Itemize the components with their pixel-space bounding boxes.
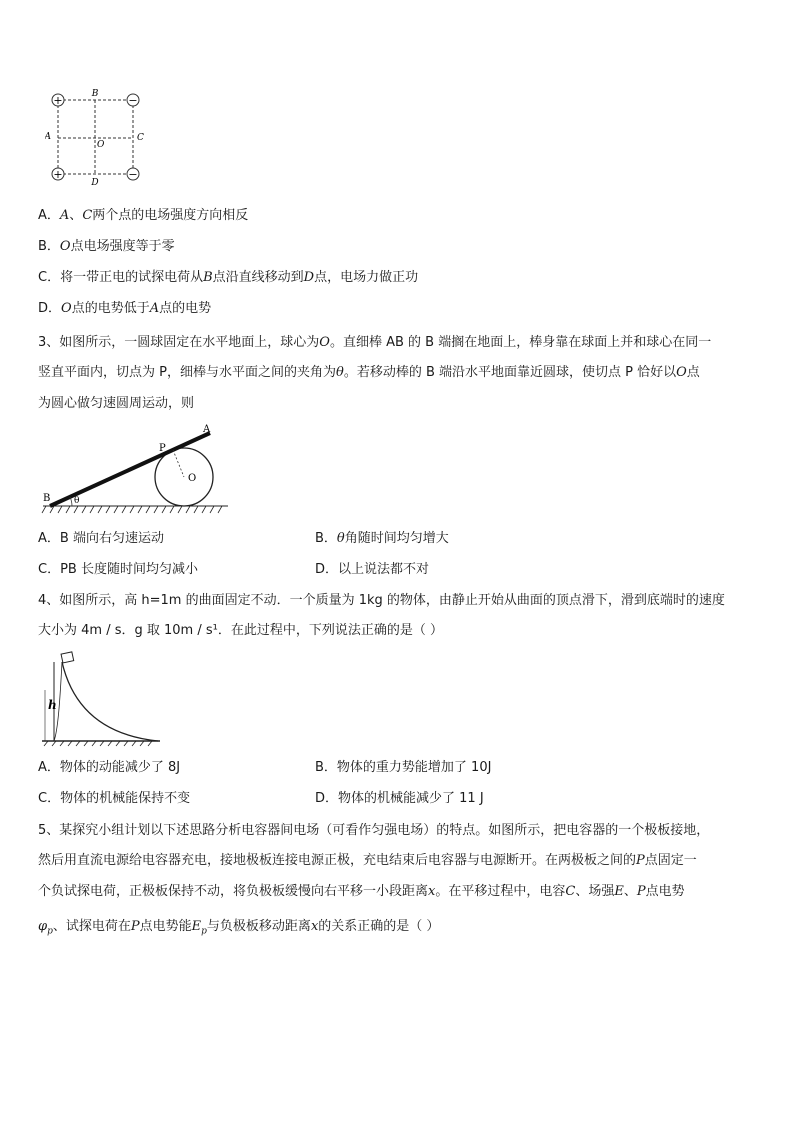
charge-bottom-right: −: [128, 168, 138, 181]
charge-top-right: −: [128, 94, 138, 107]
label-b: B: [91, 89, 99, 99]
q5-stem-line1: 5、某探究小组计划以下述思路分析电容器间电场（可看作匀强电场）的特点。如图所示，把电容器的一个极板接地，: [38, 823, 710, 838]
q4-option-a[interactable]: A．物体的动能减少了 8J: [38, 760, 181, 775]
q4-option-b[interactable]: B．物体的重力势能增加了 10J: [315, 760, 492, 775]
label-h: h: [48, 698, 57, 712]
q3-stem-line3: 为圆心做匀速圆周运动，则: [38, 396, 195, 411]
q3-option-d[interactable]: D．以上说法都不对: [315, 562, 430, 577]
q4-stem-line1: 4、如图所示，高 h=1m 的曲面固定不动．一个质量为 1kg 的物体，由静止开始从曲面的顶点滑下，滑到底端时的速度: [38, 593, 725, 608]
q4-stem-line2: 大小为 4m / s．g 取 10m / s¹．在此过程中，下列说法正确的是（ ）: [38, 623, 443, 638]
charge-bottom-left: +: [53, 168, 63, 181]
label-b: B: [43, 493, 51, 504]
q2-option-b[interactable]: B．O点电场强度等于零: [38, 239, 175, 254]
charge-square-figure: [45, 85, 150, 185]
curved-slope-figure: [40, 650, 165, 750]
q4-option-c[interactable]: C．物体的机械能保持不变: [38, 791, 191, 806]
label-o: O: [97, 140, 105, 150]
charge-top-left: +: [53, 94, 63, 107]
q2-option-d[interactable]: D．O点的电势低于A点的电势: [38, 301, 212, 316]
label-p: P: [159, 443, 166, 454]
q5-stem-line3: 个负试探电荷，正极板保持不动，将负极板缓慢向右平移一小段距离x。在平移过程中，电容C、场强E、P点电势: [38, 884, 685, 899]
q4-option-d[interactable]: D．物体的机械能减少了 11 J: [315, 791, 484, 806]
label-theta: θ: [74, 496, 80, 506]
label-a: A: [45, 132, 51, 142]
q3-option-a[interactable]: A．B 端向右匀速运动: [38, 531, 164, 546]
q2-option-a[interactable]: A．A、C两个点的电场强度方向相反: [38, 208, 249, 223]
rod-sphere-figure: [38, 422, 233, 517]
label-a: A: [203, 424, 211, 435]
q3-option-c[interactable]: C．PB 长度随时间均匀减小: [38, 562, 198, 577]
label-c: C: [137, 133, 144, 143]
label-o: O: [188, 473, 197, 484]
q3-stem-line2: 竖直平面内，切点为 P，细棒与水平面之间的夹角为θ。若移动棒的 B 端沿水平地面靠近圆球，使切点 P 恰好以O点: [38, 365, 700, 380]
q3-stem-line1: 3、如图所示，一圆球固定在水平地面上，球心为O。直细棒 AB 的 B 端搁在地面上，棒身靠在球面上并和球心在同一: [38, 335, 712, 350]
q5-stem-line2: 然后用直流电源给电容器充电，接地极板连接电源正极，充电结束后电容器与电源断开。在两极板之间的P点固定一: [38, 853, 697, 868]
label-d: D: [91, 178, 99, 185]
q2-option-c[interactable]: C．将一带正电的试探电荷从B点沿直线移动到D点，电场力做正功: [38, 270, 419, 285]
q3-option-b[interactable]: B．θ角随时间均匀增大: [315, 531, 449, 546]
q5-stem-line4: $\varphi_p$、试探电荷在P点电势能$E_p$与负极板移动距离x的关系正确的是（ ）: [38, 919, 440, 937]
